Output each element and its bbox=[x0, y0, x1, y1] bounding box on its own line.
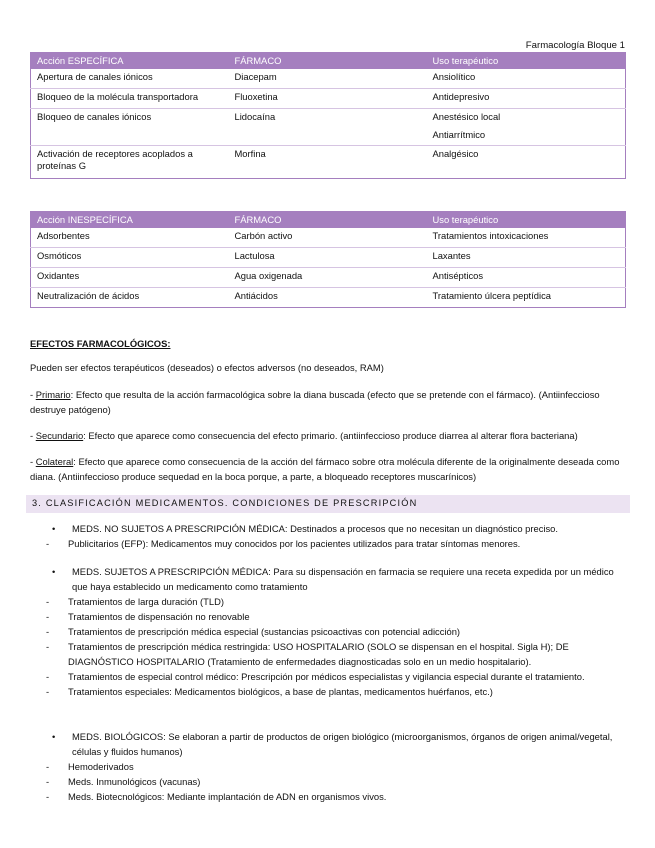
effect-dash: - bbox=[30, 389, 36, 400]
list-item bbox=[30, 639, 630, 669]
drug-cell: Lactulosa bbox=[229, 248, 427, 268]
action-cell: Activación de receptores acoplados a proteínas G bbox=[31, 146, 229, 179]
effect-description: : Efecto que resulta de la acción farmacológica sobre la diana buscada (efecto que se pretende con el fármaco). (Antiinfeccioso destruye patógeno) bbox=[30, 389, 600, 415]
use-line: Anestésico local bbox=[432, 111, 501, 122]
table-row bbox=[31, 288, 626, 308]
effect-dash: - bbox=[30, 456, 36, 467]
use-line: Antiarrítmico bbox=[432, 129, 486, 140]
drug-cell: Antiácidos bbox=[229, 288, 427, 308]
bullet-marker: • bbox=[52, 523, 56, 534]
list-item bbox=[30, 536, 630, 551]
list-item bbox=[30, 729, 630, 759]
list-item bbox=[30, 669, 630, 684]
group-title: MEDS. BIOLÓGICOS: Se elaboran a partir de productos de origen biológico (microorganismos, órganos de origen animal/vegetal, células y fluidos humanos) bbox=[72, 731, 613, 757]
list-item bbox=[30, 594, 630, 609]
dash-marker: - bbox=[46, 538, 50, 549]
dash-marker: - bbox=[46, 761, 50, 772]
use-cell: Laxantes bbox=[427, 248, 626, 268]
effect-secondary bbox=[30, 428, 630, 443]
bullet-marker: • bbox=[52, 566, 56, 577]
table-row bbox=[31, 248, 626, 268]
nonspecific-action-table bbox=[30, 211, 626, 308]
drug-cell: Morfina bbox=[229, 146, 427, 179]
dash-marker: - bbox=[46, 686, 50, 697]
list-item bbox=[30, 564, 630, 594]
table-header-action: Acción ESPECÍFICA bbox=[31, 52, 229, 69]
group-title: MEDS. NO SUJETOS A PRESCRIPCIÓN MÉDICA: Destinados a procesos que no necesitan un diagnóstico preciso. bbox=[72, 523, 558, 534]
list-item bbox=[30, 789, 630, 804]
effect-dash: - bbox=[30, 430, 36, 441]
item-text: Tratamientos de especial control médico: Prescripción por médicos especialistas y vigilancia especial durante el tratamiento. bbox=[68, 671, 585, 682]
group-title: MEDS. SUJETOS A PRESCRIPCIÓN MÉDICA: Para su dispensación en farmacia se requiere una receta expedida por un médico que haya establecido un medicamento como tratamiento bbox=[72, 566, 614, 592]
list-item bbox=[30, 609, 630, 624]
table-row bbox=[31, 109, 626, 146]
dash-marker: - bbox=[46, 641, 50, 652]
action-cell: Adsorbentes bbox=[31, 228, 229, 248]
effect-term: Colateral bbox=[35, 456, 74, 467]
use-cell bbox=[427, 109, 626, 146]
list-item bbox=[30, 521, 630, 536]
effects-heading: EFECTOS FARMACOLÓGICOS: bbox=[30, 338, 171, 349]
action-cell: Bloqueo de canales iónicos bbox=[31, 109, 229, 146]
item-text: Tratamientos de prescripción médica restringida: USO HOSPITALARIO (SOLO se dispensan en el hospital. Sigla H); DE DIAGNÓSTICO HOSPITALARIO (Tratamiento de enfermedades diagnosticadas solo en un medio hospitalario). bbox=[68, 641, 569, 667]
section-heading: 3. CLASIFICACIÓN MEDICAMENTOS. CONDICIONES DE PRESCRIPCIÓN bbox=[32, 498, 418, 508]
drug-cell: Lidocaína bbox=[229, 109, 427, 146]
effect-description: : Efecto que aparece como consecuencia de la acción del fármaco sobre otra molécula diferente de la originalmente deseada como diana. (Antiinfeccioso produce sequedad en la boca porque, a parte, a bloqueado receptores muscarínicos) bbox=[30, 456, 620, 482]
dash-marker: - bbox=[46, 596, 50, 607]
use-cell: Analgésico bbox=[427, 146, 626, 179]
action-cell: Osmóticos bbox=[31, 248, 229, 268]
item-text: Hemoderivados bbox=[68, 761, 134, 772]
dash-marker: - bbox=[46, 776, 50, 787]
item-text: Meds. Biotecnológicos: Mediante implantación de ADN en organismos vivos. bbox=[68, 791, 387, 802]
drug-cell: Fluoxetina bbox=[229, 89, 427, 109]
use-cell: Antisépticos bbox=[427, 268, 626, 288]
dash-marker: - bbox=[46, 791, 50, 802]
item-text: Meds. Inmunológicos (vacunas) bbox=[68, 776, 201, 787]
table-row bbox=[31, 268, 626, 288]
action-cell: Bloqueo de la molécula transportadora bbox=[31, 89, 229, 109]
table-row bbox=[31, 69, 626, 89]
table-row bbox=[31, 146, 626, 179]
effect-term: Secundario bbox=[35, 430, 84, 441]
table-row bbox=[31, 89, 626, 109]
item-text: Publicitarios (EFP): Medicamentos muy conocidos por los pacientes utilizados para tratar síntomas menores. bbox=[68, 538, 521, 549]
use-cell: Ansiolítico bbox=[427, 69, 626, 89]
page-header: Farmacología Bloque 1 bbox=[525, 40, 625, 51]
effect-primary bbox=[30, 387, 630, 417]
action-cell: Apertura de canales iónicos bbox=[31, 69, 229, 89]
table-header-drug: FÁRMACO bbox=[229, 211, 427, 228]
item-text: Tratamientos especiales: Medicamentos biológicos, a base de plantas, medicamentos huérfanos, etc.) bbox=[68, 686, 493, 697]
action-cell: Oxidantes bbox=[31, 268, 229, 288]
list-item bbox=[30, 684, 630, 699]
drug-cell: Carbón activo bbox=[229, 228, 427, 248]
effect-term: Primario bbox=[35, 389, 71, 400]
dash-marker: - bbox=[46, 611, 50, 622]
table-row bbox=[31, 228, 626, 248]
dash-marker: - bbox=[46, 626, 50, 637]
effect-description: : Efecto que aparece como consecuencia del efecto primario. (antiinfeccioso produce diarrea al alterar flora bacteriana) bbox=[83, 430, 578, 441]
list-item bbox=[30, 624, 630, 639]
item-text: Tratamientos de dispensación no renovable bbox=[68, 611, 250, 622]
use-cell: Tratamientos intoxicaciones bbox=[427, 228, 626, 248]
dash-marker: - bbox=[46, 671, 50, 682]
table-header-use: Uso terapéutico bbox=[427, 52, 626, 69]
effect-collateral bbox=[30, 454, 630, 484]
prescription-groups bbox=[30, 521, 630, 804]
list-item bbox=[30, 774, 630, 789]
effects-intro: Pueden ser efectos terapéuticos (deseados) o efectos adversos (no deseados, RAM) bbox=[30, 362, 384, 373]
item-text: Tratamientos de prescripción médica especial (sustancias psicoactivas con potencial adicción) bbox=[68, 626, 461, 637]
specific-action-table bbox=[30, 52, 626, 179]
bullet-marker: • bbox=[52, 731, 56, 742]
item-text: Tratamientos de larga duración (TLD) bbox=[68, 596, 224, 607]
section-heading-band bbox=[26, 495, 630, 513]
drug-cell: Diacepam bbox=[229, 69, 427, 89]
use-cell: Antidepresivo bbox=[427, 89, 626, 109]
drug-cell: Agua oxigenada bbox=[229, 268, 427, 288]
table-header-use: Uso terapéutico bbox=[427, 211, 626, 228]
table-header-action: Acción INESPECÍFICA bbox=[31, 211, 229, 228]
table-header-drug: FÁRMACO bbox=[229, 52, 427, 69]
action-cell: Neutralización de ácidos bbox=[31, 288, 229, 308]
use-cell: Tratamiento úlcera peptídica bbox=[427, 288, 626, 308]
list-item bbox=[30, 759, 630, 774]
